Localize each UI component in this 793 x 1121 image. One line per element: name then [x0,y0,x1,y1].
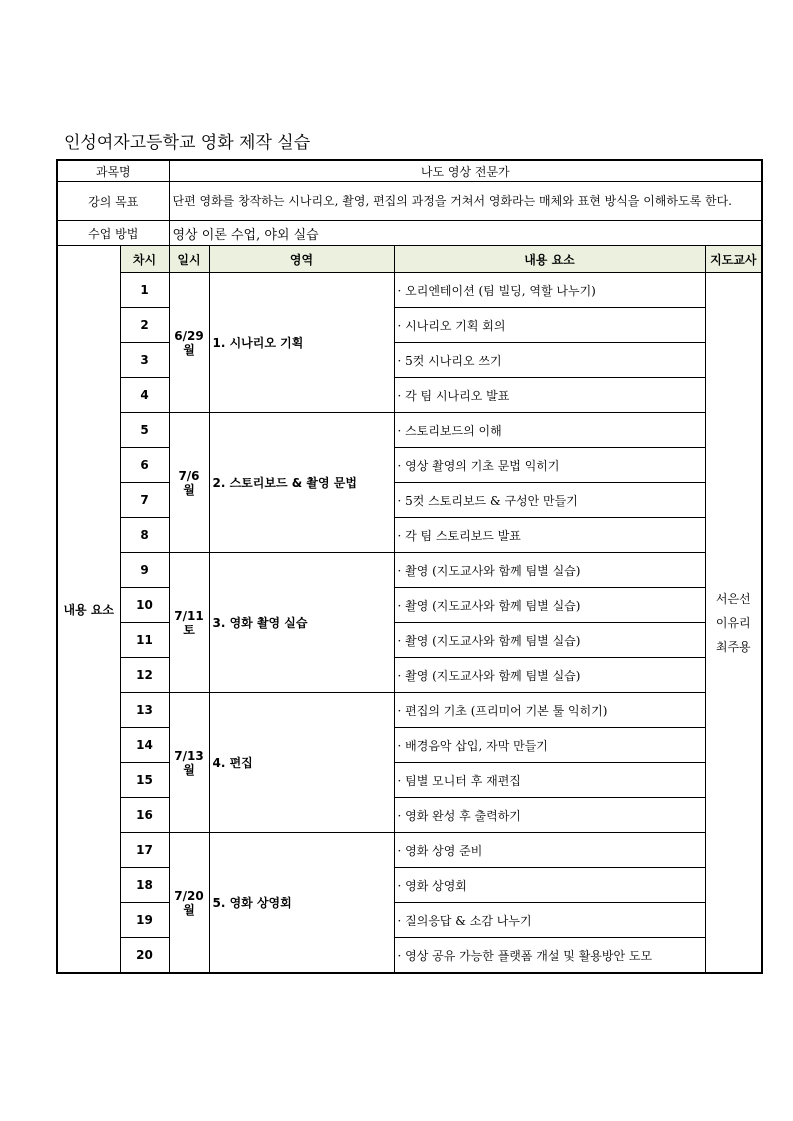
session-date-value: 6/29 [174,328,204,343]
session-number: 14 [120,728,169,763]
session-number: 8 [120,518,169,553]
session-date-value: 7/6 [178,468,200,483]
session-area: 2. 스토리보드 & 촬영 문법 [209,413,394,553]
column-header-row [57,246,762,273]
session-content: · 촬영 (지도교사와 함께 팀별 실습) [394,588,705,623]
session-number: 5 [120,413,169,448]
table-row [57,518,762,553]
table-row [57,833,762,868]
session-number: 2 [120,308,169,343]
session-area: 3. 영화 촬영 실습 [209,553,394,693]
session-number: 11 [120,623,169,658]
session-content: · 질의응답 & 소감 나누기 [394,903,705,938]
session-date [169,693,209,833]
table-row [57,448,762,483]
course-row [57,160,762,182]
session-content: · 오리엔테이션 (팀 빌딩, 역할 나누기) [394,273,705,308]
session-number: 3 [120,343,169,378]
table-row [57,903,762,938]
session-number: 4 [120,378,169,413]
table-row [57,343,762,378]
session-date [169,553,209,693]
table-row [57,273,762,308]
method-label: 수업 방법 [57,221,169,246]
header-teacher: 지도교사 [705,246,762,273]
session-content: · 영상 촬영의 기초 문법 익히기 [394,448,705,483]
table-row [57,658,762,693]
method-row [57,221,762,246]
table-row [57,728,762,763]
session-content: · 영화 상영 준비 [394,833,705,868]
session-number: 6 [120,448,169,483]
session-date-value: 7/11 [174,608,204,623]
goal-value: 단편 영화를 창작하는 시나리오, 촬영, 편집의 과정을 거쳐서 영화라는 매체와 표현 방식을 이해하도록 한다. [169,182,762,221]
session-day-value: 월 [183,762,195,777]
session-content: · 5컷 시나리오 쓰기 [394,343,705,378]
session-number: 16 [120,798,169,833]
teacher-name: 최주용 [715,639,751,654]
session-number: 9 [120,553,169,588]
page-title: 인성여자고등학교 영화 제작 실습 [64,133,311,153]
session-content: · 각 팀 시나리오 발표 [394,378,705,413]
session-number: 7 [120,483,169,518]
table-row [57,553,762,588]
header-area: 영역 [209,246,394,273]
session-number: 12 [120,658,169,693]
session-content: · 촬영 (지도교사와 함께 팀별 실습) [394,658,705,693]
session-date-value: 7/20 [174,888,204,903]
session-content: · 팀별 모니터 후 재편집 [394,763,705,798]
course-label: 과목명 [57,160,169,182]
session-content: · 영화 상영회 [394,868,705,903]
session-content: · 편집의 기초 (프리미어 기본 툴 익히기) [394,693,705,728]
method-value: 영상 이론 수업, 야외 실습 [169,221,762,246]
session-area: 1. 시나리오 기획 [209,273,394,413]
session-date [169,413,209,553]
table-row [57,413,762,448]
teacher-name: 서은선 [715,591,751,606]
session-area: 4. 편집 [209,693,394,833]
session-number: 18 [120,868,169,903]
session-number: 19 [120,903,169,938]
session-day-value: 월 [183,902,195,917]
header-content: 내용 요소 [394,246,705,273]
teacher-name: 이유리 [715,615,751,630]
session-content: · 5컷 스토리보드 & 구성안 만들기 [394,483,705,518]
session-number: 10 [120,588,169,623]
session-date [169,833,209,974]
session-date-value: 7/13 [174,748,204,763]
session-area: 5. 영화 상영회 [209,833,394,974]
table-row [57,868,762,903]
table-row [57,623,762,658]
session-date [169,273,209,413]
session-content: · 배경음악 삽입, 자막 만들기 [394,728,705,763]
teacher-list [705,273,762,974]
course-plan-table [56,159,763,974]
table-row [57,483,762,518]
table-row [57,693,762,728]
table-row [57,763,762,798]
session-number: 20 [120,938,169,974]
session-content: · 스토리보드의 이해 [394,413,705,448]
header-session: 차시 [120,246,169,273]
table-row [57,378,762,413]
session-content: · 시나리오 기획 회의 [394,308,705,343]
session-number: 1 [120,273,169,308]
session-number: 13 [120,693,169,728]
session-number: 15 [120,763,169,798]
session-day-value: 토 [183,622,195,637]
content-side-label: 내용 요소 [57,246,120,974]
table-row [57,308,762,343]
goal-row [57,182,762,221]
session-content: · 각 팀 스토리보드 발표 [394,518,705,553]
session-day-value: 월 [183,482,195,497]
header-date: 일시 [169,246,209,273]
goal-label: 강의 목표 [57,182,169,221]
session-content: · 촬영 (지도교사와 함께 팀별 실습) [394,553,705,588]
session-content: · 촬영 (지도교사와 함께 팀별 실습) [394,623,705,658]
session-content: · 영화 완성 후 출력하기 [394,798,705,833]
table-row [57,798,762,833]
table-row [57,588,762,623]
session-number: 17 [120,833,169,868]
table-row [57,938,762,974]
course-value: 나도 영상 전문가 [169,160,762,182]
session-content: · 영상 공유 가능한 플랫폼 개설 및 활용방안 도모 [394,938,705,974]
session-day-value: 월 [183,342,195,357]
